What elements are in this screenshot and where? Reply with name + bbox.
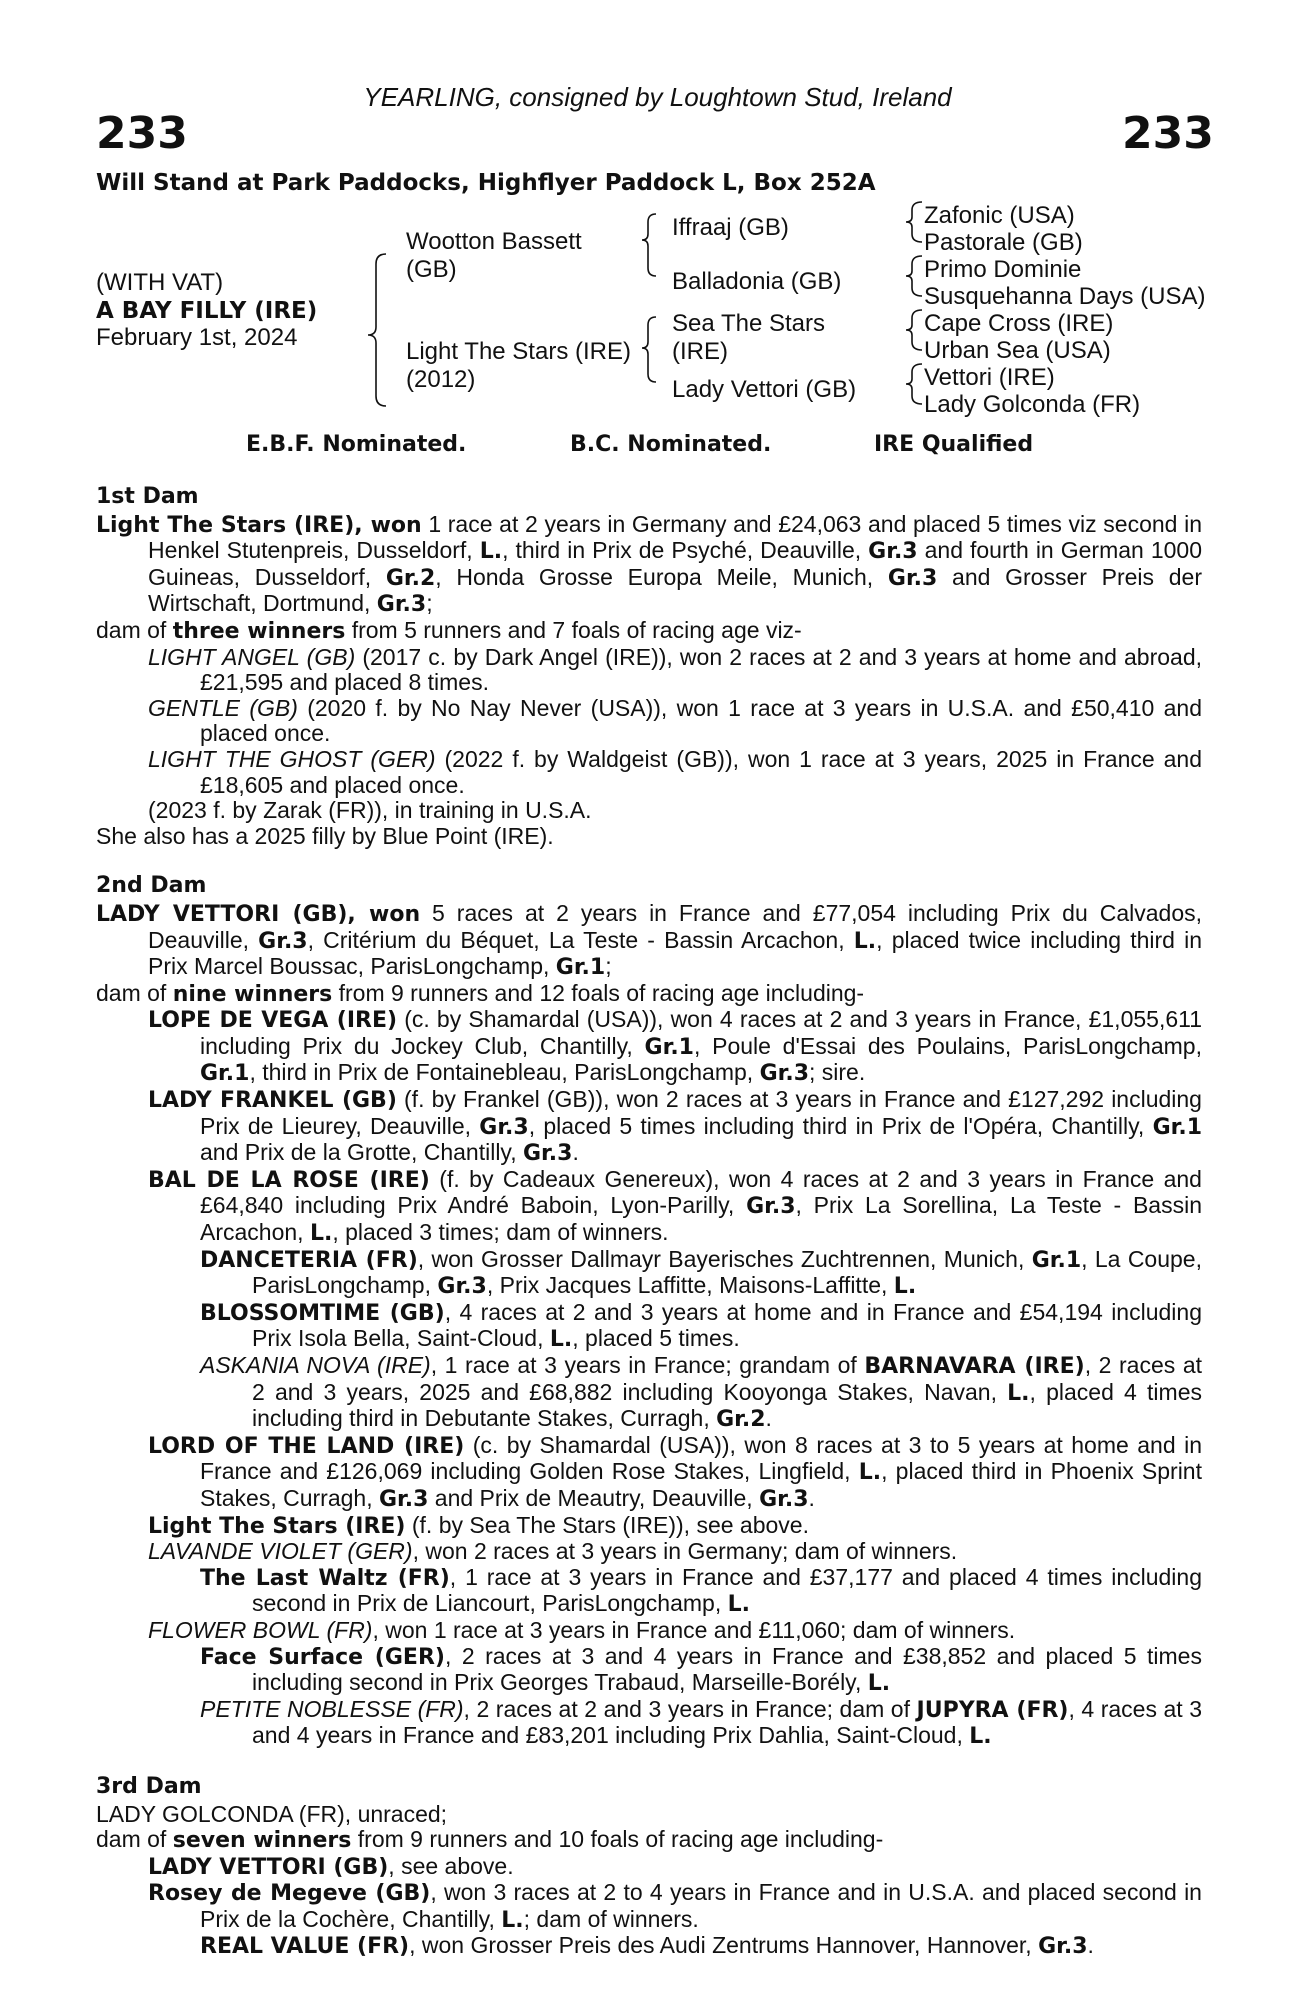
grade: Gr.3 [1038, 1934, 1088, 1960]
produce-askania-nova [200, 1353, 1202, 1433]
produce-name: GENTLE (GB) [148, 694, 298, 721]
ire-qualified: IRE Qualified [874, 432, 1034, 457]
text: , 1 race at 3 years in France and £37,177 and placed 4 times including second in Prix de Liancourt, ParisLongchamp, [252, 1563, 1202, 1617]
text: (f. by Sea The Stars (IRE)), see above. [405, 1511, 809, 1538]
produce-the-last-waltz [200, 1565, 1202, 1618]
grade: Gr.3 [523, 1141, 573, 1167]
winners-count: seven winners [172, 1828, 352, 1854]
dam-dam: Lady Vettori (GB) [672, 376, 857, 403]
dam-line2: (2012) [406, 366, 476, 393]
text: (c. by Shamardal (USA)), won 4 races at 2 and 3 years in France, £1,055,611 including Prix du Jockey Club, Chantilly, [200, 1006, 1203, 1059]
bc-nominated: B.C. Nominated. [570, 432, 772, 457]
grade: Gr.3 [759, 1486, 809, 1512]
produce-real-value [200, 1933, 1202, 1960]
text: ; sire. [809, 1059, 866, 1086]
produce-lady-vettori [148, 1854, 1202, 1881]
text: , Honda Grosse Europa Meile, Munich, [435, 563, 888, 590]
grade: Gr.2 [716, 1407, 766, 1433]
grade: Gr.3 [868, 539, 918, 565]
third-dam-heading: 3rd Dam [96, 1773, 202, 1799]
grade: L. [853, 928, 877, 954]
produce-name: DANCETERIA (FR) [200, 1247, 418, 1273]
text: 5 races at 2 years in France and £77,054 including Prix du Calvados, Deauville, [148, 899, 1202, 953]
produce-name: REAL VALUE (FR) [200, 1934, 410, 1960]
first-dam-name: Light The Stars (IRE) [96, 512, 355, 538]
second-dam-name: LADY VETTORI (GB) [96, 901, 348, 927]
produce-name: LIGHT THE GHOST (GER) [148, 745, 436, 772]
grade: L. [727, 1592, 750, 1618]
grade: Gr.1 [200, 1061, 250, 1087]
lot-subtitle: YEARLING, consigned by Loughtown Stud, Ireland [363, 82, 952, 112]
text: , won 3 races at 2 to 4 years in France and in U.S.A. and placed second in Prix de la Cochère, Chantilly, [200, 1879, 1202, 1932]
text: (c. by Shamardal (USA)), won 8 races at 3 to 5 years at home and in France and £126,069 including Golden Rose Stakes, Lingfield, [200, 1431, 1203, 1485]
grade: L. [479, 539, 503, 565]
produce-name: LADY VETTORI (GB) [148, 1854, 389, 1880]
dam-name [406, 338, 631, 394]
text: dam of [96, 616, 173, 643]
text: dam of [96, 979, 173, 1006]
produce-flower-bowl [148, 1618, 1202, 1644]
text: . [765, 1405, 772, 1432]
grade: L. [549, 1327, 573, 1353]
main-bracket [368, 254, 386, 406]
grade: L. [501, 1907, 524, 1933]
sire-sire: Iffraaj (GB) [672, 214, 789, 241]
text: , placed third in Phoenix Sprint Stakes, Curragh, [200, 1458, 1202, 1511]
winners-count: nine winners [172, 981, 333, 1007]
vat-note: (WITH VAT) [96, 269, 224, 296]
text: , placed 5 times including third in Prix de l'Opéra, Chantilly, [528, 1112, 1153, 1139]
gg-sire-sire-sire: Zafonic (USA) [924, 202, 1075, 229]
text: ; [426, 590, 433, 617]
first-dam-record [96, 512, 1202, 618]
produce-name: LOPE DE VEGA (IRE) [148, 1008, 398, 1034]
grade: Gr.1 [1152, 1114, 1202, 1140]
produce-name: FLOWER BOWL (FR) [148, 1616, 373, 1643]
text: , won 1 race at 3 years in France and £11,060; dam of winners. [372, 1616, 1016, 1643]
winners-count: three winners [172, 618, 346, 644]
grade: Gr.1 [555, 955, 606, 981]
third-dam-record: LADY GOLCONDA (FR), unraced; [96, 1800, 448, 1827]
text: , Critérium du Béquet, La Teste - Bassin Arcachon, [307, 926, 854, 953]
second-dam-heading: 2nd Dam [96, 873, 207, 899]
text: ; [605, 953, 612, 980]
produce-light-angel [148, 645, 1202, 696]
text: , placed twice including third in Prix Marcel Boussac, ParisLongchamp, [148, 926, 1203, 980]
text: , won Grosser Dallmayr Bayerisches Zuchtrennen, Munich, [417, 1245, 1032, 1272]
produce-name: LORD OF THE LAND (IRE) [148, 1433, 465, 1459]
text: (2017 c. by Dark Angel (IRE)), won 2 races at 2 and 3 years at home and abroad, £21,595 and placed 8 times. [200, 643, 1202, 696]
lot-number-right: 233 [1122, 108, 1214, 159]
text: (f. by Frankel (GB)), won 2 races at 3 years in France and £127,292 including Prix de Lieurey, Deauville, [200, 1086, 1202, 1139]
sire-line1: Wootton Bassett [406, 228, 582, 255]
lot-number-left: 233 [96, 108, 188, 159]
produce-name: Face Surface (GER) [200, 1644, 445, 1670]
text: , placed 4 times including third in Debutante Stakes, Curragh, [252, 1378, 1202, 1432]
text: , third in Prix de Fontainebleau, ParisLongchamp, [249, 1059, 760, 1086]
text: , Poule d'Essai des Poulains, ParisLongchamp, [693, 1032, 1202, 1059]
grand-produce-name: BARNAVARA (IRE) [864, 1354, 1085, 1379]
text: , 2 races at 3 and 4 years in France and £38,852 and placed 5 times including second in Prix Georges Trabaud, Marseille-Borély, [252, 1642, 1202, 1696]
dam-line1: Light The Stars (IRE) [406, 338, 631, 365]
grade: Gr.3 [479, 1114, 529, 1140]
text: from 9 runners and 10 foals of racing age including- [351, 1826, 884, 1853]
grade: Gr.3 [887, 565, 938, 591]
gg-sire-sire-dam: Pastorale (GB) [924, 229, 1083, 256]
produce-face-surface [200, 1644, 1202, 1697]
sire-line2: (GB) [406, 256, 457, 283]
text: , won Grosser Preis des Audi Zentrums Hannover, Hannover, [409, 1932, 1039, 1959]
text: and fourth in German 1000 Guineas, Dusseldorf, [148, 537, 1202, 590]
grade: L. [858, 1460, 882, 1486]
produce-petite-noblesse [200, 1697, 1202, 1750]
produce-bal-de-la-rose [148, 1167, 1202, 1247]
won-label: , won [347, 901, 421, 927]
grade: Gr.3 [258, 928, 308, 954]
text: , 1 race at 3 years in France; grandam of [430, 1352, 865, 1378]
produce-2023-filly [148, 798, 1202, 824]
grade: Gr.3 [378, 1486, 429, 1512]
grade: Gr.3 [759, 1061, 809, 1087]
produce-name: PETITE NOBLESSE (FR) [200, 1695, 464, 1722]
produce-name: BAL DE LA ROSE (IRE) [148, 1167, 430, 1193]
text: 1 race at 2 years in Germany and £24,063 and placed 5 times viz second in Henkel Stutenpreis, Dusseldorf, [148, 510, 1203, 564]
produce-record [96, 484, 1202, 1960]
gg-dam-dam-dam: Lady Golconda (FR) [924, 391, 1141, 418]
first-dam-produce-summary [96, 618, 1202, 645]
gg-dam-sire-sire: Cape Cross (IRE) [924, 310, 1114, 337]
text: , see above. [388, 1852, 514, 1879]
produce-lavande-violet [148, 1539, 1202, 1565]
produce-light-the-stars [148, 1513, 1202, 1540]
second-dam-record [96, 901, 1202, 981]
grand-produce-name: JUPYRA (FR) [916, 1697, 1069, 1723]
won-label: , won [354, 512, 422, 538]
text: , placed 3 times; dam of winners. [332, 1219, 669, 1246]
ebf-nominated: E.B.F. Nominated. [246, 432, 467, 457]
text: , Prix La Sorellina, La Teste - Bassin Arcachon, [200, 1192, 1202, 1246]
text: and Prix de la Grotte, Chantilly, [200, 1139, 523, 1166]
text: , 4 races at 2 and 3 years at home and in France and £54,194 including Prix Isola Bella, Saint-Cloud, [252, 1298, 1202, 1352]
grade: Gr.3 [437, 1274, 487, 1300]
text: (2022 f. by Waldgeist (GB)), won 1 race at 3 years, 2025 in France and £18,605 and placed once. [200, 745, 1202, 798]
first-dam-also: She also has a 2025 filly by Blue Point (IRE). [96, 822, 554, 849]
produce-rosey-de-megeve [148, 1880, 1202, 1933]
sire-dam: Balladonia (GB) [672, 268, 842, 295]
dd-bracket [906, 364, 922, 404]
produce-name: BLOSSOMTIME (GB) [200, 1300, 445, 1326]
grade: L. [867, 1671, 891, 1697]
text: , placed 5 times. [572, 1325, 740, 1352]
produce-blossomtime [200, 1300, 1202, 1353]
text: dam of [96, 1826, 173, 1853]
text: , 2 races at 2 and 3 years in France; dam of [463, 1695, 917, 1722]
ds-bracket [906, 310, 922, 350]
text: . [572, 1139, 579, 1166]
sire-name [406, 228, 582, 284]
text: from 9 runners and 12 foals of racing age including- [332, 979, 865, 1006]
third-dam-produce-summary [96, 1827, 1202, 1854]
text: and Prix de Meautry, Deauville, [428, 1484, 760, 1511]
produce-name: LIGHT ANGEL (GB) [148, 643, 356, 670]
text: (f. by Cadeaux Genereux), won 4 races at 2 and 3 years in France and £64,840 including Prix André Baboin, Lyon-Parilly, [200, 1165, 1202, 1219]
text: , won 2 races at 3 years in Germany; dam of winners. [412, 1538, 958, 1565]
text: ; dam of winners. [523, 1905, 699, 1932]
second-dam-produce-summary [96, 981, 1202, 1008]
text: , La Coupe, ParisLongchamp, [252, 1245, 1202, 1299]
dam-sire-line2: (IRE) [672, 338, 728, 365]
grade: Gr.3 [376, 592, 427, 618]
produce-gentle [148, 696, 1202, 747]
text: . [808, 1484, 815, 1511]
lot-horse-name: A BAY FILLY (IRE) [96, 298, 318, 324]
dam-sire [672, 310, 825, 366]
produce-name: LAVANDE VIOLET (GER) [148, 1538, 413, 1565]
stand-location: Will Stand at Park Paddocks, Highflyer Paddock L, Box 252A [96, 170, 876, 196]
text: from 5 runners and 7 foals of racing age viz- [345, 616, 802, 643]
gg-sire-dam-dam: Susquehanna Days (USA) [924, 283, 1206, 310]
produce-name: Light The Stars (IRE) [148, 1513, 406, 1539]
produce-name: ASKANIA NOVA (IRE) [200, 1352, 431, 1378]
text: . [1087, 1932, 1094, 1959]
produce-name: Rosey de Megeve (GB) [148, 1881, 431, 1907]
produce-danceteria [200, 1247, 1202, 1300]
gg-dam-sire-dam: Urban Sea (USA) [924, 337, 1111, 364]
grade: Gr.2 [385, 565, 436, 591]
dam-bracket [642, 317, 656, 382]
text: and Grosser Preis der Wirtschaft, Dortmund, [148, 563, 1202, 617]
pedigree-brackets [0, 0, 1315, 440]
text: , Prix Jacques Laffitte, Maisons-Laffitte, [486, 1272, 894, 1299]
grade: Gr.3 [746, 1194, 796, 1220]
dam-sire-line1: Sea The Stars [672, 310, 825, 337]
first-dam-heading: 1st Dam [96, 484, 199, 509]
produce-lope-de-vega [148, 1007, 1202, 1087]
grade: Gr.1 [644, 1034, 694, 1060]
text: , 4 races at 3 and 4 years in France and £83,201 including Prix Dahlia, Saint-Cloud, [252, 1695, 1202, 1749]
grade: L. [893, 1274, 917, 1300]
ss-bracket [906, 202, 922, 242]
text: , third in Prix de Psyché, Deauville, [502, 537, 869, 564]
gg-dam-dam-sire: Vettori (IRE) [924, 364, 1055, 391]
grade: L. [969, 1724, 992, 1750]
foaling-date: February 1st, 2024 [96, 324, 298, 351]
produce-name: LADY FRANKEL (GB) [148, 1088, 397, 1114]
produce-name: The Last Waltz (FR) [200, 1565, 450, 1591]
sd-bracket [906, 256, 922, 296]
text: (2023 f. by Zarak (FR)), in training in U.S.A. [148, 797, 592, 824]
gg-sire-dam-sire: Primo Dominie [924, 256, 1082, 283]
produce-light-the-ghost [148, 747, 1202, 798]
text: (2020 f. by No Nay Never (USA)), won 1 race at 3 years in U.S.A. and £50,410 and placed once. [200, 694, 1202, 747]
grade: L. [309, 1221, 333, 1247]
produce-lord-of-the-land [148, 1433, 1202, 1513]
grade: Gr.1 [1031, 1247, 1082, 1273]
sire-bracket [642, 214, 656, 276]
text: , 2 races at 2 and 3 years, 2025 and £68,882 including Kooyonga Stakes, Navan, [252, 1352, 1202, 1405]
grade: L. [1007, 1380, 1030, 1406]
produce-lady-frankel [148, 1087, 1202, 1167]
